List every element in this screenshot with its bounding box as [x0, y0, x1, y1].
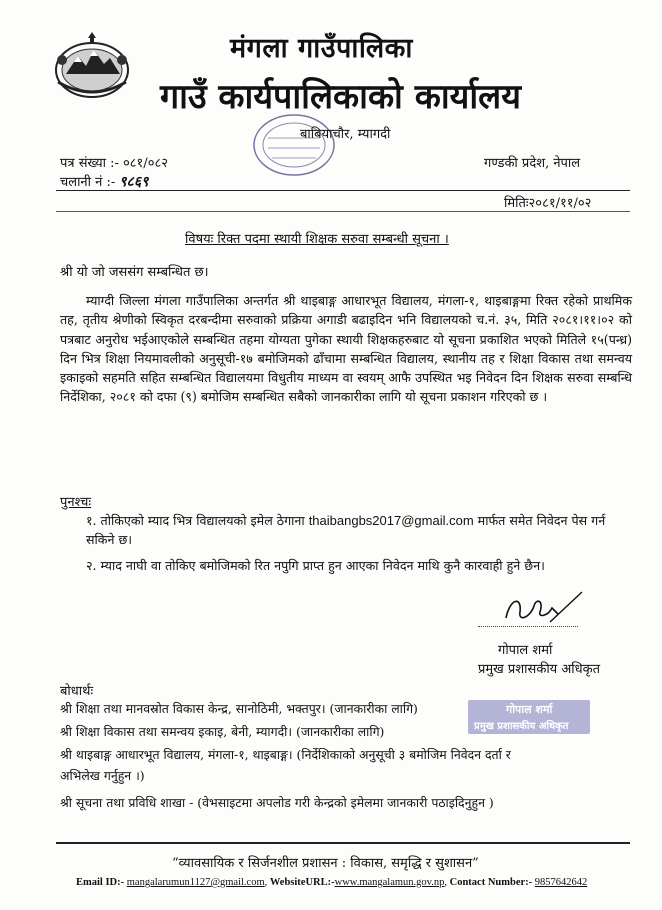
email-label: Email ID:- [76, 877, 125, 888]
footer-website: www.mangalamun.gov.np [334, 877, 445, 888]
note1-prefix: १. तोकिएको म्याद भित्र विद्यालयको इमेल ठेगाना [86, 513, 305, 528]
postscript-note-1 [86, 511, 632, 549]
footer-slogan: “व्यावसायिक र सिर्जनशील प्रशासन : विकास, समृद्धि र सुशासन” [172, 856, 479, 871]
header-divider [56, 190, 630, 191]
cc-recipient-3: श्री थाइबाङ्ग आधारभूत विद्यालय, मंगला-१, थाइबाङ्ग। (निर्देशिकाको अनुसूची ३ बमोजिम निवेदन दर्ता र [60, 747, 511, 762]
officer-stamp [468, 700, 590, 734]
dispatch-number [60, 172, 148, 191]
signature-icon [500, 588, 584, 628]
footer-contact: Email ID:- mangalarumun1127@gmail.com, WebsiteURL:-www.mangalamun.gov.np, Contact Number:- 9857642642 [76, 877, 588, 888]
cc-recipient-3-continued: अभिलेख गर्नुहुन ।) [60, 768, 145, 783]
letter-body-text: म्याग्दी जिल्ला मंगला गाउँपालिका अन्तर्गत श्री थाइबाङ्ग आधारभूत विद्यालय, मंगला-१, थाइबाङ्गमा रिक्त रहेको प्राथमिक तह, तृतीय श्रेणीको स्विकृत दरबन्दीमा सरुवाको प्रक्रिया अगाडी बढाइदिन भनि विद्यालयको च.नं. ३५, मिति २०८१।११।०२ को पत्रबाट अनुरोध भईआएकोले सम्बन्धित तहमा योग्यता पुगेका स्थायी शिक्षकहरुबाट यो सूचना प्रकाशित भएको मितिले १५(पन्ध्र) दिन भित्र शिक्षा नियमावलीको अनुसूची-१७ बमोजिमको ढाँचामा सम्बन्धित विद्यालय, स्थानीय तह र शिक्षा विकास तथा समन्वय इकाइको सहमति सहित सम्बन्धित विद्यालयमा विधुतीय माध्यम वा स्वयम् आफै उपस्थित भइ निवेदन दिन शिक्षक सरुवा सम्बन्धि निर्देशिका, २०८१ को दफा (९) बमोजिम सम्बन्धित सबैको जानकारीका लागि यो सूचना प्रकाशन गरिएको छ । [60, 293, 632, 405]
letter-subject: विषयः रिक्त पदमा स्थायी शिक्षक सरुवा सम्बन्धी सूचना । [185, 232, 449, 247]
letter-body [60, 291, 632, 407]
website-label: WebsiteURL:- [269, 877, 335, 888]
org-name-line2: गाउँ कार्यपालिकाको कार्यालय [160, 77, 521, 117]
office-stamp-icon [246, 110, 342, 180]
province-name: गण्डकी प्रदेश, नेपाल [484, 156, 581, 171]
nepal-emblem-icon [48, 30, 136, 100]
officer-stamp-title: प्रमुख प्रशासकीय अधिकृत [474, 721, 569, 732]
salutation: श्री यो जो जससंग सम्बन्धित छ। [60, 265, 209, 280]
signature-line [478, 626, 578, 627]
cc-recipient-4: श्री सूचना तथा प्रविधि शाखा - (वेभसाइटमा अपलोड गरी केन्द्रको इमेलमा जानकारी पठाइदिनुहुन ) [60, 795, 494, 810]
footer-email: mangalarumun1127@gmail.com [126, 877, 265, 888]
footer-divider [56, 842, 630, 844]
school-email-address: thaibangbs2017@gmail.com [308, 513, 474, 528]
postscript-note-2: २. म्याद नाघी वा तोकिए बमोजिमको रित नपुगि प्राप्त हुन आएका निवेदन माथि कुनै कारवाही हुने छैन। [86, 558, 545, 573]
signatory-name: गोपाल शर्मा [498, 643, 553, 658]
note1-suffix: मार्फत समेत निवेदन पेस गर्न सकिने छ। [86, 513, 606, 547]
officer-stamp-name: गोपाल शर्मा [506, 703, 553, 716]
phone-label: Contact Number:- [449, 877, 533, 888]
dispatch-number-handwritten: ९८६९ [119, 174, 149, 190]
footer-phone: 9857642642 [534, 877, 588, 888]
signatory-title: प्रमुख प्रशासकीय अधिकृत [478, 662, 601, 677]
date-divider [56, 211, 630, 212]
cc-recipient-2: श्री शिक्षा विकास तथा समन्वय इकाइ, बेनी, म्यागदी। (जानकारीका लागि) [60, 724, 385, 739]
cc-label: बोधार्थः [60, 684, 94, 699]
postscript-label: पुनश्चः [60, 495, 92, 510]
cc-recipient-1: श्री शिक्षा तथा मानवस्रोत विकास केन्द्र, सानोठिमी, भक्तपुर। (जानकारीका लागि) [60, 701, 418, 716]
reference-number: पत्र संख्या :- ०८१/०८२ [60, 156, 168, 171]
dispatch-label: चलानी नं :- [60, 175, 116, 190]
office-address: बाबियाचौर, म्यागदी [300, 127, 391, 142]
org-name-line1: मंगला गाउँपालिका [230, 33, 413, 64]
letter-date: मितिः२०८१/११/०२ [504, 196, 592, 211]
